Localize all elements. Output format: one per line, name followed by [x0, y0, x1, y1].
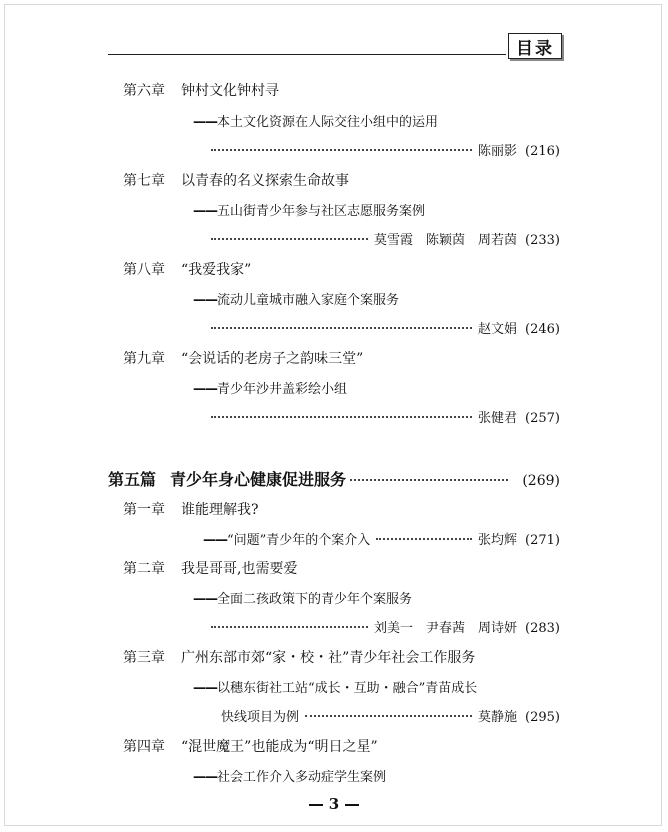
page-footer: [0, 795, 668, 813]
chapter-subtitle: ——全面二孩政策下的青少年个案服务: [193, 592, 413, 607]
section-title: 青少年身心健康促进服务: [170, 470, 347, 489]
chapter-subtitle: ——流动儿童城市融入家庭个案服务: [193, 293, 400, 308]
chapter-title: “会说话的老房子之韵味三堂”: [181, 351, 364, 367]
page-ref: (216): [525, 144, 560, 159]
toc-chapter[interactable]: [123, 80, 279, 100]
chapter-subtitle-continued: 快线项目为例: [221, 710, 300, 725]
section-number: 第五篇: [108, 470, 157, 489]
author: 张均辉: [478, 533, 518, 548]
toc-entry-line: [205, 229, 560, 248]
toc-entry-line: [205, 617, 560, 636]
author: 莫雪霞 陈颖茵 周若茵: [374, 233, 518, 248]
page-ref: (295): [525, 710, 560, 725]
chapter-title: “混世魔王”也能成为“明日之星”: [181, 739, 378, 755]
leader-dots: [211, 237, 368, 240]
chapter-number: 第九章: [123, 351, 165, 367]
chapter-subtitle: ——社会工作介入多动症学生案例: [193, 770, 387, 785]
page-ref: (283): [525, 621, 560, 636]
chapter-subtitle: ——本土文化资源在人际交往小组中的运用: [193, 115, 439, 130]
page-number: 3: [328, 795, 340, 813]
section-heading[interactable]: [108, 467, 560, 490]
toc-chapter[interactable]: [123, 647, 475, 667]
author: 刘美一 尹春茜 周诗妍: [374, 621, 518, 636]
toc-badge: 目录: [508, 33, 562, 59]
author: 莫静施: [478, 710, 518, 725]
chapter-title: 以青春的名义探索生命故事: [181, 173, 349, 189]
toc-chapter[interactable]: [123, 736, 378, 756]
toc-entry-line: [205, 407, 560, 426]
chapter-title: 广州东部市郊“家・校・社”青少年社会工作服务: [181, 650, 476, 666]
chapter-title: 钟村文化钟村寻: [181, 83, 279, 99]
chapter-number: 第二章: [123, 561, 165, 577]
toc-chapter[interactable]: [123, 170, 349, 190]
chapter-title: “我爱我家”: [181, 262, 252, 278]
page-ref: (269): [522, 473, 560, 489]
chapter-title: 我是哥哥,也需要爱: [181, 561, 298, 577]
author: 陈丽影: [478, 144, 518, 159]
toc-entry-line: [205, 318, 560, 337]
leader-dots: [211, 625, 368, 628]
author: 张健君: [478, 411, 518, 426]
page-ref: (271): [525, 533, 560, 548]
toc-chapter[interactable]: [123, 558, 297, 578]
leader-dots: [350, 478, 508, 481]
author: 赵文娟: [478, 322, 518, 337]
header-rule: [108, 54, 506, 55]
leader-dots: [211, 326, 472, 329]
toc-chapter[interactable]: [123, 348, 363, 368]
leader-dots: [376, 537, 472, 540]
page-ref: (246): [525, 322, 560, 337]
chapter-number: 第八章: [123, 262, 165, 278]
page-ref: (257): [525, 411, 560, 426]
chapter-title: 谁能理解我?: [181, 502, 259, 518]
chapter-subtitle: ——五山街青少年参与社区志愿服务案例: [193, 204, 426, 219]
chapter-number: 第一章: [123, 502, 165, 518]
chapter-number: 第六章: [123, 83, 165, 99]
chapter-number: 第七章: [123, 173, 165, 189]
toc-chapter[interactable]: [123, 259, 251, 279]
leader-dots: [211, 415, 472, 418]
chapter-number: 第四章: [123, 739, 165, 755]
toc-entry-line: [221, 706, 560, 725]
toc-chapter[interactable]: [123, 499, 259, 519]
chapter-subtitle: “问题”青少年的个案介入: [227, 533, 371, 548]
leader-dots: [305, 714, 472, 717]
toc-entry-line: —— “问题”青少年的个案介入 张均辉 (271): [203, 529, 560, 548]
chapter-subtitle: ——青少年沙井盖彩绘小组: [193, 382, 348, 397]
chapter-subtitle: ——以穗东街社工站“成长・互助・融合”青苗成长: [193, 681, 478, 696]
leader-dots: [211, 148, 472, 151]
chapter-number: 第三章: [123, 650, 165, 666]
page-ref: (233): [525, 233, 560, 248]
toc-entry-line: [205, 140, 560, 159]
